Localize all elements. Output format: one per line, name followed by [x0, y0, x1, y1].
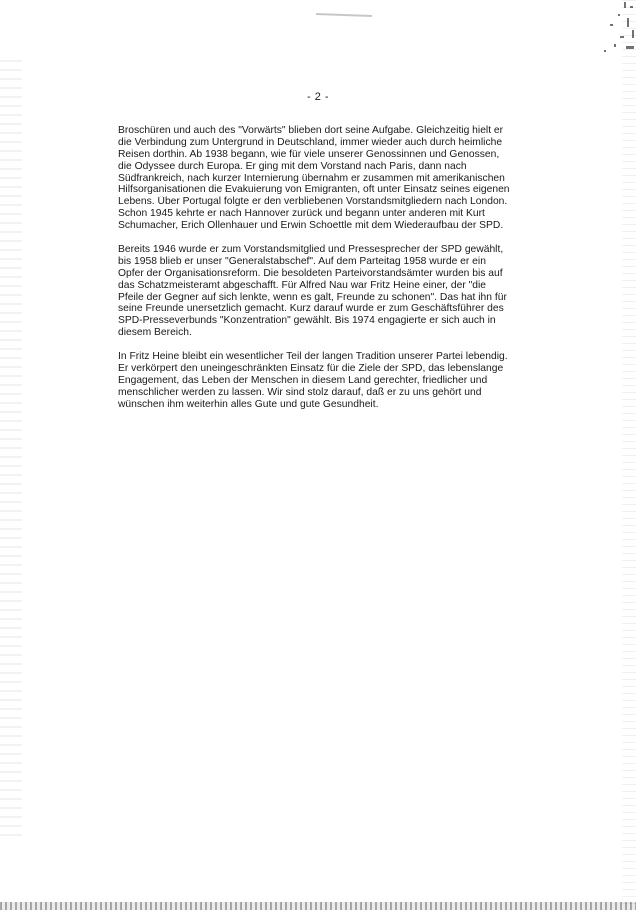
text-line: das Schatzmeisteramt abgeschafft. Für Alfred Nau war Fritz Heine einer, der "die — [118, 279, 487, 291]
text-line: Reisen dorthin. Ab 1938 begann, wie für viele unserer Genossinnen und Genossen, — [118, 148, 500, 160]
text-line: wünschen ihm weiterhin alles Gute und gute Gesundheit. — [118, 398, 379, 410]
text-line: menschlicher werden zu lassen. Wir sind stolz darauf, daß er zu uns gehört und — [118, 386, 482, 398]
paragraph-party-career — [118, 244, 556, 339]
page-number: - 2 - — [306, 91, 330, 103]
letter-body — [118, 125, 556, 423]
paragraph-emigration — [118, 125, 556, 232]
text-line: diesem Bereich. — [118, 327, 192, 339]
paragraph-tribute — [118, 351, 556, 410]
text-line: Er verkörpert den uneingeschränkten Einsatz für die Ziele der SPD, das lebenslange — [118, 363, 504, 375]
text-line: die Verbindung zum Untergrund in Deutschland, immer wieder auch durch heimliche — [118, 136, 503, 148]
text-line: Schon 1945 kehrte er nach Hannover zurück und begann unter anderen mit Kurt — [118, 208, 485, 220]
scan-mark-top — [316, 13, 372, 17]
scan-noise-left — [0, 60, 22, 840]
text-line: Bereits 1946 wurde er zum Vorstandsmitglied und Pressesprecher der SPD gewählt, — [118, 244, 504, 256]
text-line: seine Freunde unersetzlich gemacht. Kurz darauf wurde er zum Geschäftsführer des — [118, 303, 504, 315]
text-line: Südfrankreich, nach kurzer Internierung übernahm er zusammen mit amerikanischen — [118, 172, 505, 184]
text-line: Engagement, das Leben der Menschen in diesem Land gerechter, friedlicher und — [118, 374, 488, 386]
text-line: die Odyssee durch Europa. Er ging mit dem Vorstand nach Paris, dann nach — [118, 160, 467, 172]
text-line: Pfeile der Gegner auf sich lenkte, wenn es galt, Freunde zu schonen". Das hat ihn für — [118, 291, 507, 303]
text-line: bis 1958 blieb er unser "Generalstabschef". Auf dem Parteitag 1958 wurde er ein — [118, 255, 486, 267]
text-line: Hilfsorganisationen die Evakuierung von Emigranten, oft unter Einsatz seines eigenen — [118, 184, 510, 196]
scan-noise-bottom — [0, 902, 636, 910]
text-line: Opfer der Organisationsreform. Die besoldeten Parteivorstandsämter wurden bis auf — [118, 267, 503, 279]
text-line: SPD-Presseverbunds "Konzentration" gewählt. Bis 1974 engagierte er sich auch in — [118, 315, 496, 327]
text-line: In Fritz Heine bleibt ein wesentlicher Teil der langen Tradition unserer Partei lebendig. — [118, 351, 508, 363]
text-line: Schumacher, Erich Ollenhauer und Erwin Schoettle mit dem Wiederaufbau der SPD. — [118, 220, 504, 232]
text-line: Broschüren und auch des "Vorwärts" blieben dort seine Aufgabe. Gleichzeitig hielt er — [118, 125, 504, 136]
scan-corner-mark — [580, 0, 636, 58]
scan-noise-right — [622, 0, 636, 910]
text-line: Lebens. Über Portugal folgte er den verbliebenen Vorstandsmitgliedern nach London. — [118, 196, 508, 208]
